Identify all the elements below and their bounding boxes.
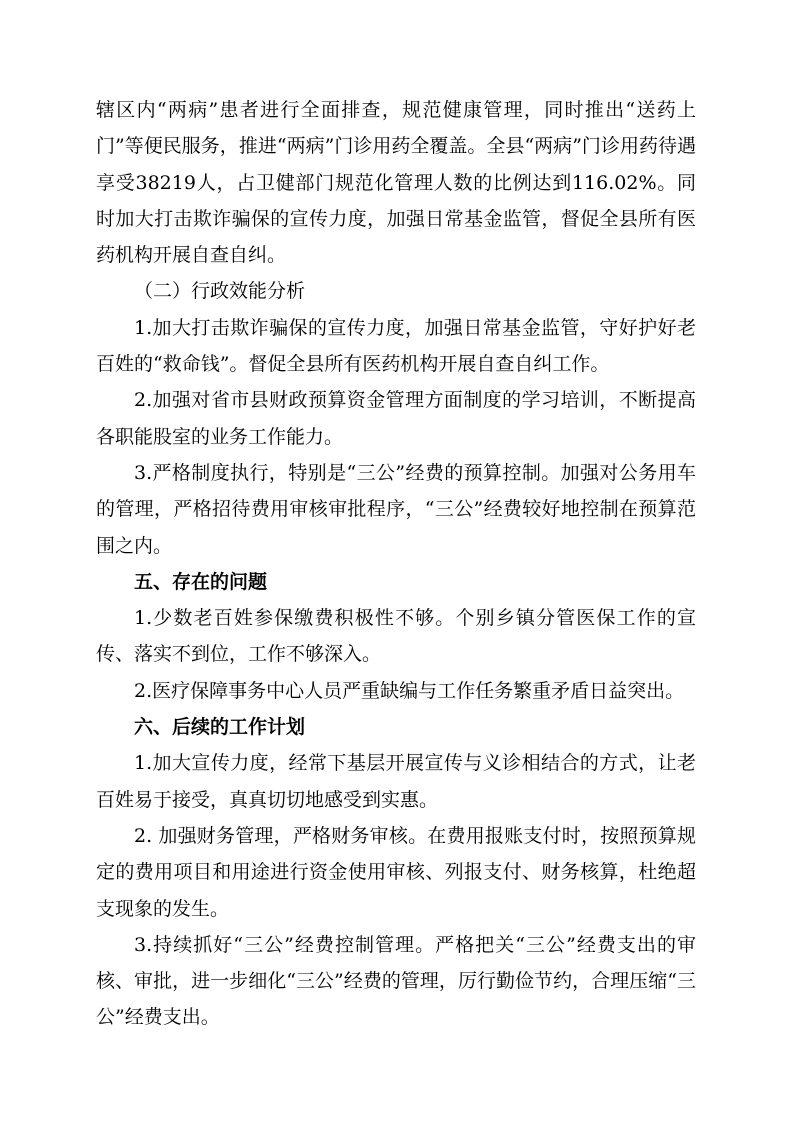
heading-existing-problems: 五、存在的问题 xyxy=(134,570,268,593)
paragraph-continuation: 辖区内“两病”患者进行全面排查，规范健康管理，同时推出“送药上门”等便民服务，推进“两病”门诊用药全覆盖。全县“两病”门诊用药待遇享受38219人，占卫健部门规范化管理人数的比例达到116.02%。同时加大打击欺诈骗保的宣传力度，加强日常基金监管，督促全县所有医药机构开展自查自纠。 xyxy=(96,99,696,267)
document-body xyxy=(96,92,696,1036)
subheading-administrative-efficiency: （二）行政效能分析 xyxy=(134,280,306,303)
paragraph-efficiency-1: 1.加大打击欺诈骗保的宣传力度，加强日常基金监管，守好护好老百姓的“救命钱”。督促全县所有医药机构开展自查自纠工作。 xyxy=(96,316,696,376)
paragraph-efficiency-3: 3.严格制度执行，特别是“三公”经费的预算控制。加强对公务用车的管理，严格招待费用审核审批程序，“三公”经费较好地控制在预算范围之内。 xyxy=(96,461,696,557)
paragraph-plan-1: 1.加大宣传力度，经常下基层开展宣传与义诊相结合的方式，让老百姓易于接受，真真切切地感受到实惠。 xyxy=(96,752,696,811)
paragraph-plan-2: 2. 加强财务管理，严格财务审核。在费用报账支付时，按照预算规定的费用项目和用途进行资金使用审核、列报支付、财务核算，杜绝超支现象的发生。 xyxy=(96,824,696,920)
paragraph-problem-2: 2.医疗保障事务中心人员严重缺编与工作任务繁重矛盾日益突出。 xyxy=(134,679,685,702)
heading-follow-up-plan: 六、后续的工作计划 xyxy=(134,716,306,739)
paragraph-plan-3: 3.持续抓好“三公”经费控制管理。严格把关“三公”经费支出的审核、审批，进一步细化“三公”经费的管理，厉行勤俭节约，合理压缩“三公”经费支出。 xyxy=(96,933,696,1029)
paragraph-efficiency-2: 2.加强对省市县财政预算资金管理方面制度的学习培训，不断提高各职能股室的业务工作能力。 xyxy=(96,389,696,448)
paragraph-problem-1: 1.少数老百姓参保缴费积极性不够。个别乡镇分管医保工作的宣传、落实不到位，工作不够深入。 xyxy=(96,607,696,666)
